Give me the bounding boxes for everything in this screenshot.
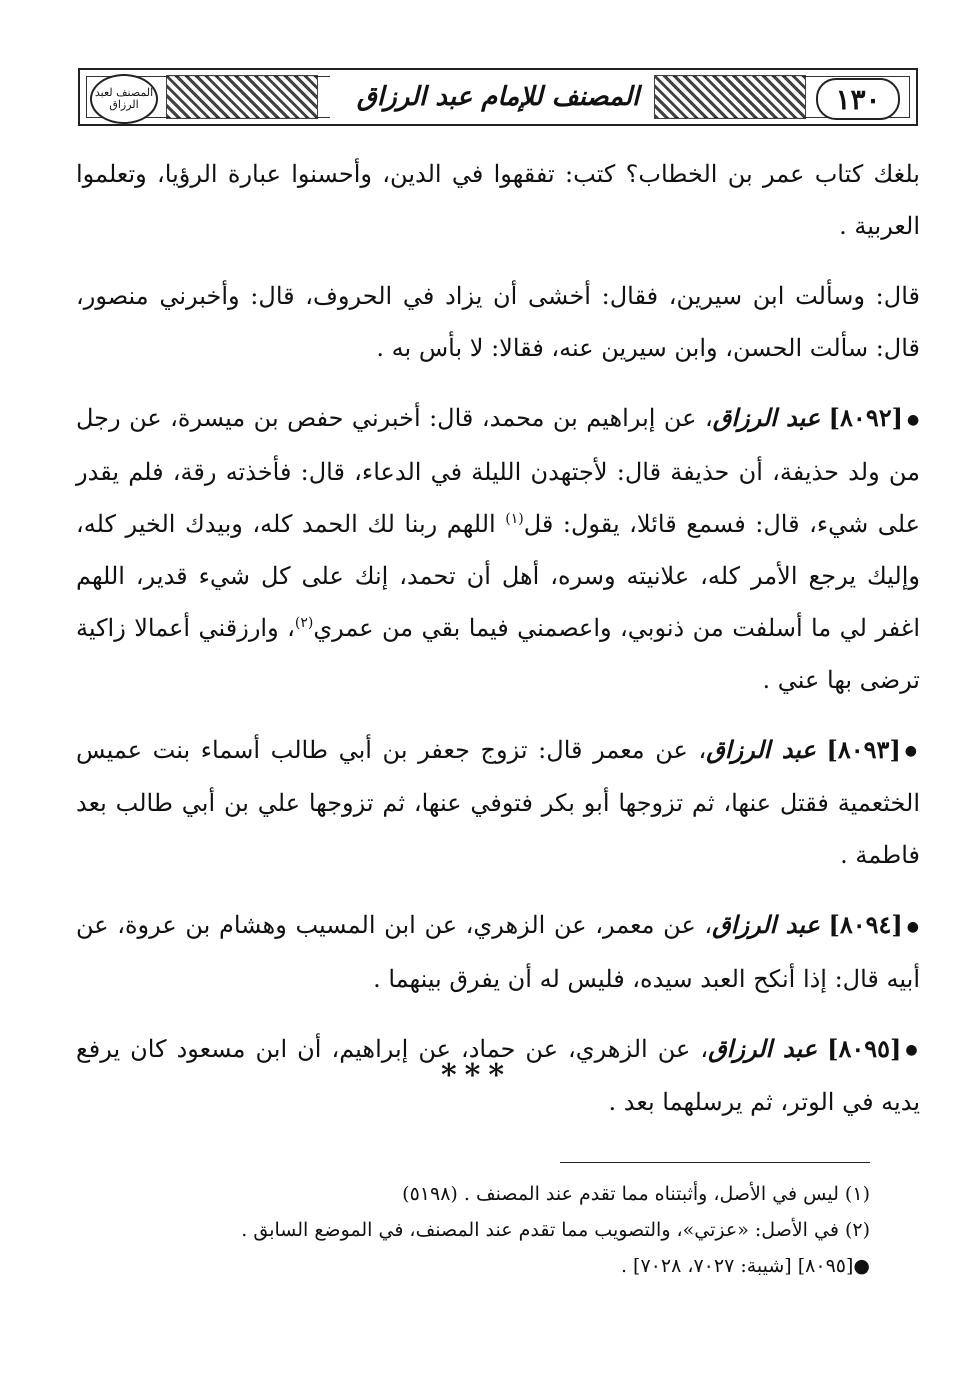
hadith-number: [٨٠٩٤]: [828, 910, 903, 939]
hadith-number: [٨٠٩٥]: [827, 1033, 902, 1063]
footnotes: [76, 1176, 870, 1284]
seal-icon: [90, 74, 158, 124]
footnote-ref[interactable]: (٢): [294, 614, 314, 631]
bullet-icon: ●: [906, 918, 920, 935]
hadith-8094: [76, 899, 920, 1005]
bullet-icon: ●: [904, 743, 921, 759]
section-separator: ***: [440, 1058, 513, 1093]
hadith-number: [٨٠٩٣]: [826, 734, 901, 764]
footnote-divider: [560, 1162, 870, 1163]
hadith-text: ، وارزقني أعمالا زاكية ترضى بها عني .: [76, 613, 920, 694]
hadith-text: ، عن معمر قال: تزوج جعفر بن أبي طالب أسماء بنت عميس الخثعمية فقتل عنها، ثم تزوجها أبو بكر فتوفي عنها، ثم تزوجها علي بن أبي طالب بعد فاطمة .: [76, 735, 920, 869]
bullet-icon: ●: [906, 411, 921, 428]
page-number: ١٣٠: [816, 78, 900, 120]
bullet-icon: ●: [905, 1042, 920, 1058]
hadith-author: عبد الرزاق: [712, 403, 821, 432]
hadith-text: ، عن الزهري، عن حماد، عن إبراهيم، أن ابن مسعود كان يرفع يديه في الوتر، ثم يرسلهما بعد .: [76, 1034, 920, 1116]
paragraph: قال: وسألت ابن سيرين، فقال: أخشى أن يزاد في الحروف، قال: وأخبرني منصور، قال: سألت الحسن، وابن سيرين عنه، فقالا: لا بأس به .: [76, 282, 920, 362]
hadith-author: عبد الرزاق: [706, 734, 816, 764]
running-title: المصنف للإمام عبد الرزاق: [330, 76, 666, 118]
hadith-8092: [76, 392, 920, 706]
page-header: [78, 68, 918, 126]
footnote: (١) ليس في الأصل، وأثبتناه مما تقدم عند المصنف . (٥١٩٨): [402, 1183, 870, 1205]
hadith-number: [٨٠٩٢]: [828, 403, 903, 432]
hadith-text: اللهم ربنا لك الحمد كله، وبيدك الخير كله، وإليك يرجع الأمر كله، علانيته وسره، أهل أن تحمد، إنك على كل شيء قدير، اللهم اغفر لي ما أسلفت من ذنوبي، واعصمني فيما بقي من عمري: [76, 509, 920, 642]
right-ornament-icon: [654, 75, 806, 119]
footnote-ref[interactable]: (١): [505, 510, 524, 527]
paragraph: بلغك كتاب عمر بن الخطاب؟ كتب: تفقهوا في الدين، وأحسنوا عبارة الرؤيا، وتعلموا العربية .: [76, 160, 920, 240]
hadith-text: ، عن معمر، عن الزهري، عن ابن المسيب وهشام بن عروة، عن أبيه قال: إذا أنكح العبد سيده، فليس له أن يفرق بينهما .: [76, 911, 920, 993]
seal-text: المصنف لعبد الرزاق: [94, 86, 154, 111]
footnote: (٢) في الأصل: «عزتي»، والتصويب مما تقدم عند المصنف، في الموضع السابق .: [241, 1219, 870, 1241]
hadith-author: عبد الرزاق: [708, 1033, 818, 1063]
hadith-8093: [76, 724, 920, 882]
main-text: [76, 148, 920, 1146]
hadith-author: عبد الرزاق: [712, 910, 820, 939]
left-ornament-icon: [166, 75, 318, 119]
footnote: ●[٨٠٩٥] [شيبة: ٧٠٢٧، ٧٠٢٨] .: [620, 1255, 870, 1277]
hadith-text: ، عن إبراهيم بن محمد، قال: أخبرني حفص بن ميسرة، عن رجل من ولد حذيفة، أن حذيفة قال: لأجتهدن الليلة في الدعاء، قال: فأخذته رقة، فلم يقدر على شيء، قال: فسمع قائلا، يقول: قل: [76, 404, 920, 538]
